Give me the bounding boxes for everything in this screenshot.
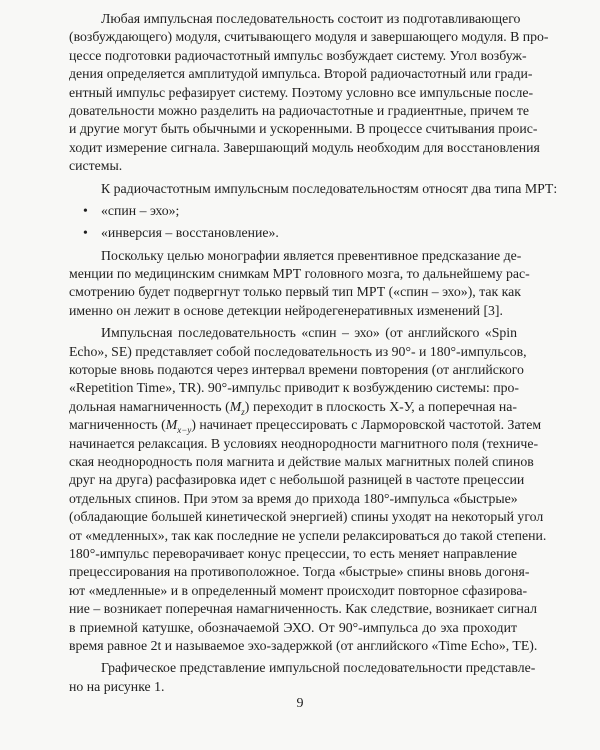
page-number: 9 <box>296 696 304 711</box>
text-line: менции по медицинским снимкам МРТ головного мозга, то дальнейшему рас- <box>69 266 530 282</box>
text-line: цессе подготовки радиочастотный импульс возбуждает систему. Угол возбуж- <box>69 47 527 63</box>
text-line: Поскольку целью монографии является превентивное предсказание де- <box>101 247 522 263</box>
text-line: Импульсная последовательность «спин – эхо» (от английского «Spin <box>101 325 517 341</box>
list-item-text: «спин – эхо»; <box>101 202 180 218</box>
text-line: системы. <box>69 158 123 174</box>
text-line: ние – возникает поперечная намагниченность. Как следствие, возникает сигнал <box>69 601 538 617</box>
paragraph-graphic-representation <box>69 659 536 696</box>
bullet-icon: • <box>83 202 88 218</box>
text-line: ходит измерение сигнала. Завершающий модуль необходим для восстановления <box>69 139 540 155</box>
text-line: друг на друга) расфазировка идет с небольшой разницей в частоте прецессии <box>69 472 525 488</box>
text-line: отдельных спинов. При этом за время до прихода 180°-импульса «быстрые» <box>69 490 518 506</box>
text-line: магниченность $(M_{x-y})$ начинает прецессировать с Ларморовской частотой. Затем <box>69 417 542 435</box>
text-line: и другие могут быть обычными и ускоренными. В процессе считывания проис- <box>69 121 538 137</box>
list-item <box>69 224 517 242</box>
text-line: именно он лежит в основе детекции нейродегенеративных изменений [3]. <box>69 302 503 318</box>
text-line: «Repetition Time», TR). 90°-импульс приводит к возбуждению системы: про- <box>69 380 519 396</box>
paragraph-mri-types <box>69 180 558 198</box>
paragraph-module-structure <box>69 10 549 176</box>
text-line: но на рисунке 1. <box>69 678 165 694</box>
text-line: от «медленных», так как последние не успели релаксироваться до такой степени. <box>69 527 547 543</box>
text-line: (обладающие большей кинетической энергией) спины уходят на некоторый угол <box>69 509 544 525</box>
bullet-list <box>69 202 517 243</box>
text-line: прецессирования на противоположное. Тогда «быстрые» спины вновь догоня- <box>69 564 530 580</box>
text-line: дения определяется амплитудой импульса. Второй радиочастотный или гради- <box>69 66 533 82</box>
text-line: Любая импульсная последовательность состоит из подготавливающего <box>101 11 521 26</box>
text-line: которые вновь подаются через интервал времени повторения (от английского <box>69 362 524 378</box>
bullet-icon: • <box>83 225 88 241</box>
text-line: начинается релаксация. В условиях неоднородности магнитного поля (техниче- <box>69 435 539 451</box>
text-line: К радиочастотным импульсным последовательностям относят два типа МРТ: <box>101 180 558 196</box>
text-line: ская неоднородность поля магнита и действие малых магнитных полей спинов <box>69 453 534 469</box>
list-item-text: «инверсия – восстановление». <box>101 225 279 241</box>
text-line: ентный импульс рефазирует систему. Поэтому условно все импульсные после- <box>69 84 534 100</box>
text-line: Echo», SE) представляет собой последовательность из 90°- и 180°-импульсов, <box>69 343 527 359</box>
paragraph-spin-echo <box>69 324 547 655</box>
text-line: дольная намагниченность $(M_z)$ переходит в плоскость X-У, а поперечная на- <box>69 398 517 417</box>
text-line: (возбуждающего) модуля, считывающего модуля и завершающего модуля. В про- <box>69 29 549 45</box>
list-item <box>69 202 517 220</box>
page-body <box>69 10 558 696</box>
text-line: довательности можно разделить на радиочастотные и градиентные, причем те <box>69 102 530 118</box>
paragraph-monograph-goal <box>69 247 530 321</box>
text-line: в приемной катушке, обозначаемой ЭХО. От 90°-импульса до эха проходит <box>69 619 517 635</box>
text-line: ют «медленные» и в определенный момент происходит повторное сфазирова- <box>69 582 528 598</box>
text-line: Графическое представление импульсной последовательности представле- <box>101 660 536 676</box>
text-line: смотрению будет подвергнут только первый тип МРТ («спин – эхо»), так как <box>69 284 521 300</box>
text-line: 180°-импульс переворачивает конус прецессии, то есть меняет направление <box>69 545 517 561</box>
text-line: время равное 2t и называемое эхо-задержкой (от английского «Time Echo», TE). <box>69 637 538 653</box>
